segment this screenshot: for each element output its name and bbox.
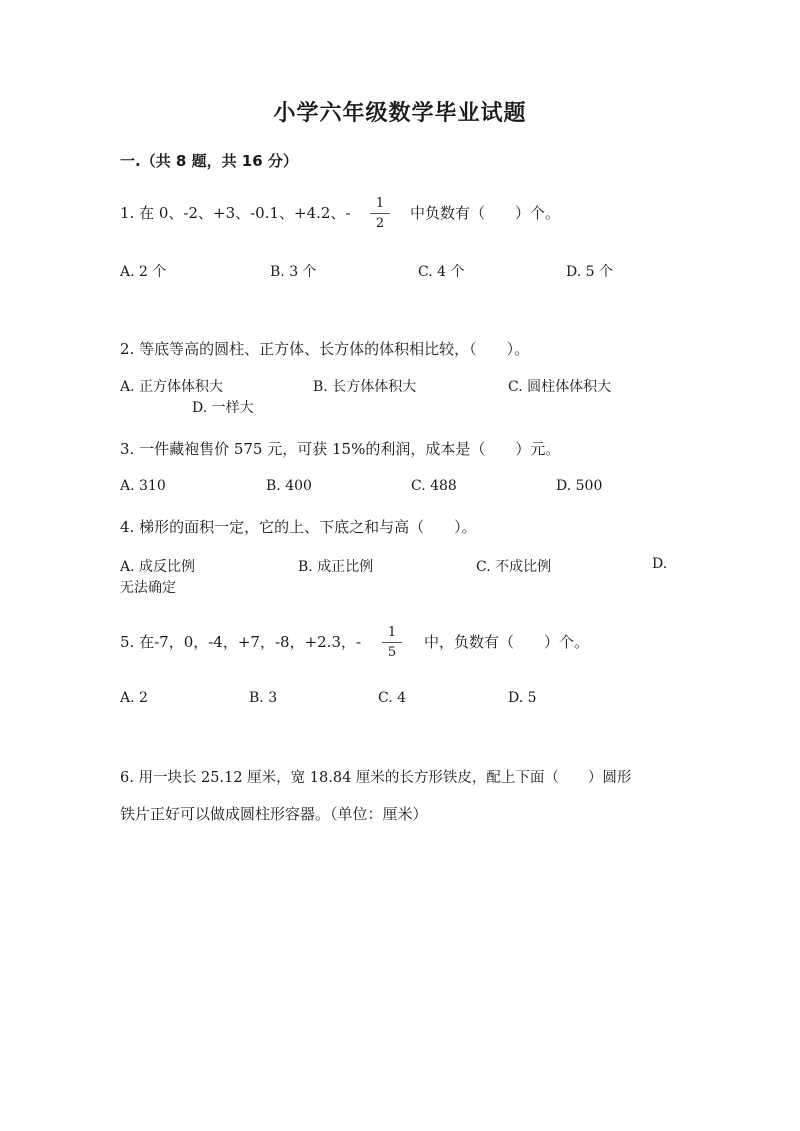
section-heading: 一.（共 8 题，共 16 分）: [120, 152, 298, 170]
question-1-text-after: 中负数有（ ）个。: [410, 204, 561, 222]
question-2-option-d[interactable]: D. 一样大: [192, 400, 254, 416]
question-4-option-d[interactable]: D.: [652, 556, 668, 572]
question-4-text: 4. 梯形的面积一定，它的上、下底之和与高（ ）。: [120, 518, 477, 536]
question-5-text: 5. 在-7，0，-4，+7，-8，+2.3，-: [120, 633, 362, 651]
question-5-option-c[interactable]: C. 4: [378, 690, 407, 706]
question-6-text-line-1: 6. 用一块长 25.12 厘米，宽 18.84 厘米的长方形铁皮，配上下面（ ）圆形: [120, 770, 632, 786]
fraction-numerator: 1: [387, 625, 397, 640]
question-5-option-a[interactable]: A. 2: [120, 690, 148, 706]
question-3-option-d[interactable]: D. 500: [556, 478, 603, 494]
question-3-option-b[interactable]: B. 400: [266, 478, 312, 494]
question-4-option-d-text[interactable]: 无法确定: [120, 580, 176, 596]
fraction-numerator: 1: [375, 196, 385, 211]
question-1-option-a[interactable]: A. 2 个: [120, 264, 167, 280]
question-2-option-c[interactable]: C. 圆柱体体积大: [508, 379, 612, 395]
question-6-text-line-2: 铁片正好可以做成圆柱形容器。（单位：厘米）: [120, 805, 428, 823]
question-5-fraction: [382, 626, 402, 659]
question-3-option-c[interactable]: C. 488: [411, 478, 457, 494]
question-5-text-after: 中，负数有（ ）个。: [424, 633, 590, 651]
page-title: 小学六年级数学毕业试题: [273, 101, 527, 126]
fraction-denominator: 5: [387, 645, 397, 660]
question-5-option-b[interactable]: B. 3: [249, 690, 278, 706]
question-5-option-d[interactable]: D. 5: [508, 690, 537, 706]
question-3-option-a[interactable]: A. 310: [120, 478, 166, 494]
question-4-option-a[interactable]: A. 成反比例: [120, 559, 196, 575]
question-4-option-b[interactable]: B. 成正比例: [298, 559, 374, 575]
question-1-option-d[interactable]: D. 5 个: [566, 264, 613, 280]
question-2-option-a[interactable]: A. 正方体体积大: [120, 379, 224, 395]
question-1-option-b[interactable]: B. 3 个: [270, 264, 317, 280]
fraction-denominator: 2: [375, 216, 385, 231]
question-2-text: 2. 等底等高的圆柱、正方体、长方体的体积相比较，（ ）。: [120, 340, 530, 358]
question-4-option-c[interactable]: C. 不成比例: [476, 559, 552, 575]
question-1-option-c[interactable]: C. 4 个: [418, 264, 465, 280]
question-3-text: 3. 一件藏袍售价 575 元，可获 15%的利润，成本是（ ）元。: [120, 440, 561, 458]
question-1-fraction: [370, 197, 390, 230]
question-2-option-b[interactable]: B. 长方体体积大: [313, 379, 417, 395]
question-1-text: 1. 在 0、-2、+3、-0.1、+4.2、-: [120, 204, 351, 222]
